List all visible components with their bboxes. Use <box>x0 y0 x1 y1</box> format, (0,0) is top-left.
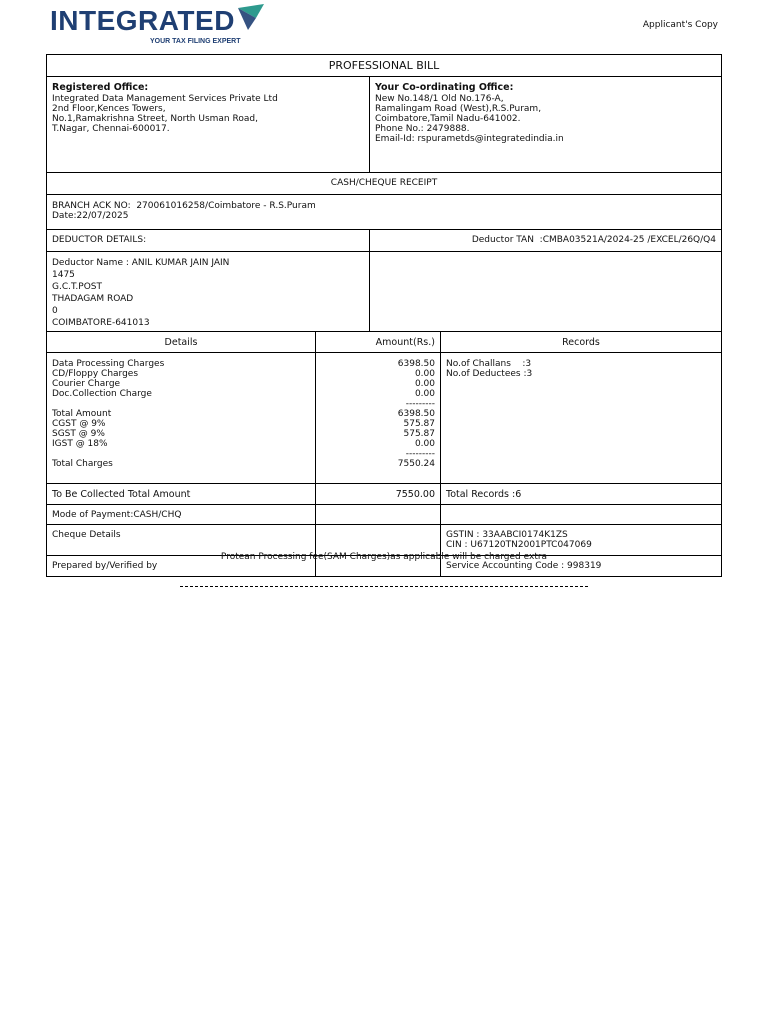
column-header-amount: Amount(Rs.) <box>315 332 440 352</box>
branch-ack-number: BRANCH ACK NO: 270061016258/Coimbatore - R.S.Puram <box>52 201 316 211</box>
prepared-by: Prepared by/Verified by <box>52 561 158 571</box>
charge-amount: 575.87 <box>403 429 435 439</box>
deductor-header-row <box>47 230 721 252</box>
gstin: GSTIN : 33AABCI0174K1ZS <box>446 530 568 540</box>
charge-label: Courier Charge <box>52 379 121 389</box>
deductor-address-line: THADAGAM ROAD <box>52 294 134 304</box>
deductor-name: Deductor Name : ANIL KUMAR JAIN JAIN <box>52 258 230 268</box>
coordinating-office <box>369 77 721 172</box>
cin: CIN : U67120TN2001PTC047069 <box>446 540 592 550</box>
charge-label: SGST @ 9% <box>52 429 105 439</box>
charge-label: IGST @ 18% <box>52 439 108 449</box>
deductor-address <box>47 252 369 331</box>
charges-header-row <box>47 332 721 353</box>
registered-office-line: Integrated Data Management Services Private Ltd <box>52 94 278 104</box>
deductor-details-label: DEDUCTOR DETAILS: <box>52 235 147 245</box>
deductor-address-line: G.C.T.POST <box>52 282 102 292</box>
service-accounting-code: Service Accounting Code : 998319 <box>440 556 721 576</box>
charge-amount: 0.00 <box>414 439 435 449</box>
charge-amount: 6398.50 <box>397 409 435 419</box>
company-logo <box>50 4 270 48</box>
charge-amount: 575.87 <box>403 419 435 429</box>
logo-text: INTEGRATED <box>50 5 235 36</box>
footnote: Protean Processing fee(SAM Charges)as applicable will be charged extra <box>220 552 548 562</box>
bill-title: PROFESSIONAL BILL <box>328 59 440 72</box>
copy-label: Applicant's Copy <box>642 20 718 30</box>
registered-office-line: 2nd Floor,Kences Towers, <box>52 104 166 114</box>
professional-bill <box>46 54 722 577</box>
charges-body-row <box>47 353 721 484</box>
deductee-count: No.of Deductees :3 <box>446 369 533 379</box>
charge-label: Total Amount <box>52 409 112 419</box>
charge-label: Total Charges <box>52 459 113 469</box>
registered-office-line: No.1,Ramakrishna Street, North Usman Road, <box>52 114 258 124</box>
registered-office-heading: Registered Office: <box>52 82 149 93</box>
challan-count: No.of Challans :3 <box>446 359 532 369</box>
charge-amount: 6398.50 <box>397 359 435 369</box>
payment-mode-row <box>47 505 721 525</box>
cheque-details: Cheque Details <box>52 530 121 540</box>
total-records: Total Records :6 <box>440 484 721 504</box>
collected-label: To Be Collected Total Amount <box>52 489 191 500</box>
logo-swoosh-icon <box>234 4 266 34</box>
branch-ack-row <box>47 195 721 230</box>
amount-separator: --------- <box>405 399 435 409</box>
coordinating-office-line: New No.148/1 Old No.176-A, <box>375 94 504 104</box>
company-ids <box>440 525 721 555</box>
charge-amount: 0.00 <box>414 379 435 389</box>
charge-label <box>52 399 310 409</box>
charge-label: CD/Floppy Charges <box>52 369 139 379</box>
column-header-records: Records <box>440 332 721 352</box>
deductor-address-line: COIMBATORE-641013 <box>52 318 150 328</box>
registered-office-line: T.Nagar, Chennai-600017. <box>52 124 170 134</box>
collected-amount: 7550.00 <box>315 484 440 504</box>
collected-row <box>47 484 721 505</box>
charge-label: CGST @ 9% <box>52 419 106 429</box>
records-summary <box>440 353 721 483</box>
payment-mode: Mode of Payment:CASH/CHQ <box>52 510 182 520</box>
cheque-amount-blank <box>315 525 440 555</box>
receipt-title: CASH/CHEQUE RECEIPT <box>330 178 438 188</box>
coordinating-office-email: Email-Id: rspurametds@integratedindia.in <box>375 134 564 144</box>
logo-tagline: YOUR TAX FILING EXPERT <box>150 38 241 45</box>
deductor-address-blank <box>369 252 721 331</box>
receipt-title-row <box>47 173 721 195</box>
charges-details <box>47 353 315 483</box>
deductor-address-row <box>47 252 721 332</box>
coordinating-office-line: Ramalingam Road (West),R.S.Puram, <box>375 104 542 114</box>
charge-amount: 7550.24 <box>397 459 435 469</box>
charge-label: Doc.Collection Charge <box>52 389 152 399</box>
coordinating-office-heading: Your Co-ordinating Office: <box>375 82 514 93</box>
deductor-address-line: 1475 <box>52 270 75 280</box>
deductor-tan: Deductor TAN :CMBA03521A/2024-25 /EXCEL/26Q/Q4 <box>369 230 721 251</box>
payment-mode-records-blank <box>440 505 721 524</box>
bill-title-row <box>47 55 721 77</box>
cut-line <box>180 586 588 587</box>
payment-mode-amount-blank <box>315 505 440 524</box>
amount-separator: --------- <box>405 449 435 459</box>
charge-amount: 0.00 <box>414 369 435 379</box>
charge-label <box>52 449 310 459</box>
bill-date: Date:22/07/2025 <box>52 211 129 221</box>
coordinating-office-line: Phone No.: 2479888. <box>375 124 470 134</box>
registered-office <box>47 77 369 172</box>
charges-amounts <box>315 353 440 483</box>
charge-label: Data Processing Charges <box>52 359 165 369</box>
coordinating-office-line: Coimbatore,Tamil Nadu-641002. <box>375 114 521 124</box>
offices-row <box>47 77 721 173</box>
deductor-address-line: 0 <box>52 306 58 316</box>
branch-ack <box>47 195 721 229</box>
charge-amount: 0.00 <box>414 389 435 399</box>
column-header-details: Details <box>164 337 198 348</box>
